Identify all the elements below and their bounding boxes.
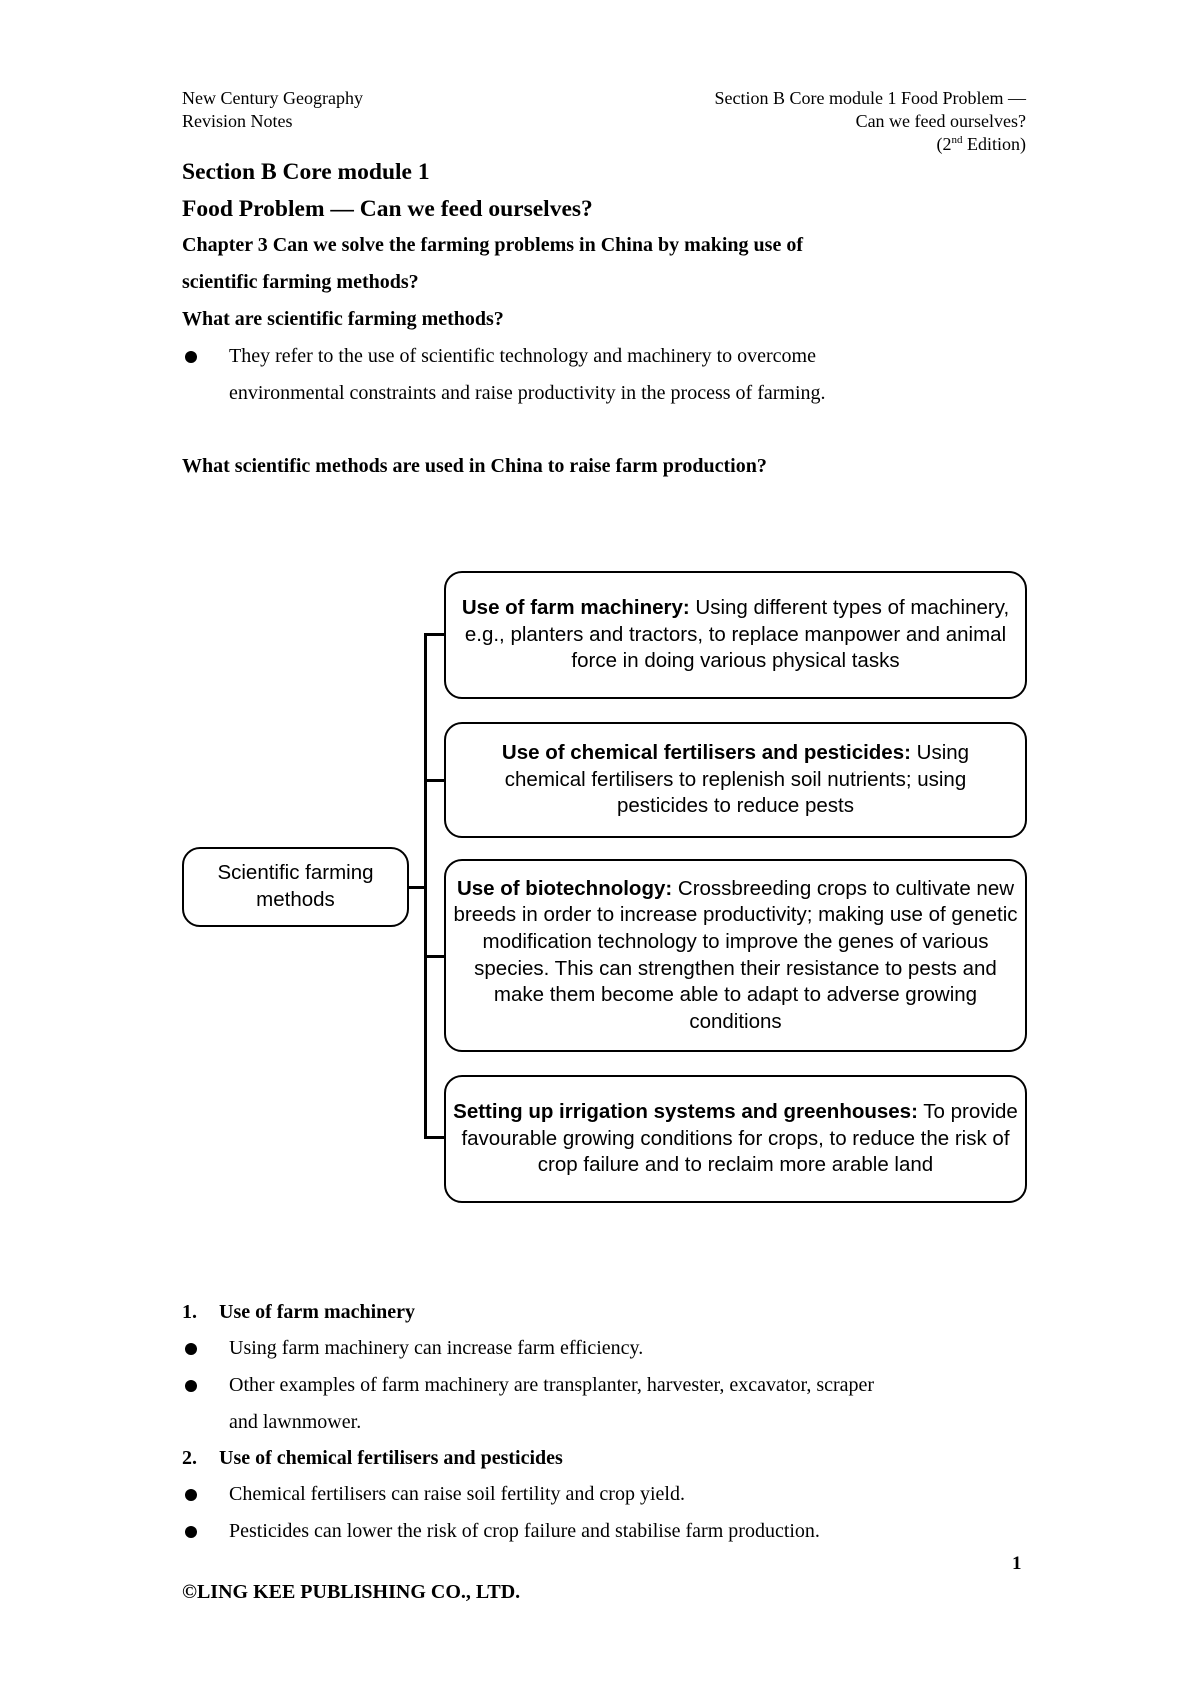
bullet-text-line1: They refer to the use of scientific technology and machinery to overcome — [229, 345, 816, 367]
question-heading-2: What scientific methods are used in China to raise farm production? — [182, 455, 767, 477]
question-heading-1: What are scientific farming methods? — [182, 308, 504, 330]
list-item — [182, 1367, 1042, 1440]
chapter-title-line1: Chapter 3 Can we solve the farming problems in China by making use of — [182, 234, 803, 256]
connector-branch-4 — [424, 1136, 444, 1139]
bullet-text: Chemical fertilisers can raise soil fertility and crop yield. — [229, 1483, 685, 1505]
header-book-title: New Century Geography — [182, 88, 363, 108]
header-section: Section B Core module 1 Food Problem — — [714, 88, 1026, 108]
bullet-text-line2: environmental constraints and raise productivity in the process of farming. — [229, 381, 826, 404]
list-item — [182, 1330, 1042, 1367]
running-header-right — [560, 87, 1026, 156]
list-item — [182, 1476, 1042, 1513]
bullet-text-continued: and lawnmower. — [229, 1410, 362, 1433]
definition-bullet — [182, 338, 1042, 411]
node-2-heading: Use of chemical fertilisers and pesticides: — [501, 741, 911, 765]
node-1-text: Using different types of machinery, e.g., planters and tractors, to replace manpower and animal force in doing various physical tasks — [464, 596, 1010, 673]
bullet-dot — [185, 351, 197, 363]
section-heading-text: Use of farm machinery — [219, 1301, 416, 1323]
node-3-heading: Use of biotechnology: — [456, 876, 673, 900]
diagram-root-node: Scientific farming methods — [182, 847, 409, 927]
header-topic: Can we feed ourselves? — [855, 111, 1026, 131]
bullet-dot — [185, 1380, 197, 1392]
header-edition: (2nd Edition) — [936, 134, 1026, 154]
node-3-text: Crossbreeding crops to cultivate new breeds in order to increase productivity; making use of genetic modification technology to improve the genes of various species. This can strengthen their resistance to pests and make them become able to adapt to adverse growing conditions — [453, 876, 1018, 1033]
running-header-left — [182, 87, 363, 133]
diagram-node-farm-machinery — [444, 571, 1027, 699]
chapter-title-line2: scientific farming methods? — [182, 271, 419, 293]
connector-branch-3 — [424, 955, 444, 958]
node-4-text: To provide favourable growing conditions for crops, to reduce the risk of crop failure and to reclaim more arable land — [461, 1100, 1018, 1177]
node-1-heading: Use of farm machinery: — [461, 596, 690, 620]
bullet-dot — [185, 1489, 197, 1501]
connector-trunk — [424, 633, 427, 1137]
bullet-text: Pesticides can lower the risk of crop failure and stabilise farm production. — [229, 1520, 820, 1542]
connector-branch-2 — [424, 779, 444, 782]
header-doc-type: Revision Notes — [182, 111, 293, 131]
section-title: Section B Core module 1 — [182, 159, 430, 185]
node-2-text: Using chemical fertilisers to replenish soil nutrients; using pesticides to reduce pests — [504, 741, 970, 818]
diagram-node-biotechnology — [444, 859, 1027, 1052]
page-number: 1 — [1012, 1553, 1022, 1574]
bullet-dot — [185, 1343, 197, 1355]
bullet-text: Other examples of farm machinery are transplanter, harvester, excavator, scraper — [229, 1374, 875, 1396]
diagram-node-irrigation — [444, 1075, 1027, 1203]
publisher-footer: ©LING KEE PUBLISHING CO., LTD. — [182, 1581, 521, 1603]
list-item — [182, 1513, 1042, 1550]
node-4-heading: Setting up irrigation systems and greenhouses: — [453, 1100, 918, 1124]
connector-branch-1 — [424, 633, 444, 636]
module-title: Food Problem — Can we feed ourselves? — [182, 196, 593, 222]
section-heading-2 — [182, 1440, 563, 1476]
section-heading-text: Use of chemical fertilisers and pesticides — [219, 1447, 563, 1469]
section-heading-1 — [182, 1294, 415, 1330]
section-number: 2. — [182, 1447, 197, 1469]
section-number: 1. — [182, 1301, 197, 1323]
diagram-node-fertilisers — [444, 722, 1027, 838]
bullet-dot — [185, 1526, 197, 1538]
bullet-text: Using farm machinery can increase farm efficiency. — [229, 1337, 644, 1359]
